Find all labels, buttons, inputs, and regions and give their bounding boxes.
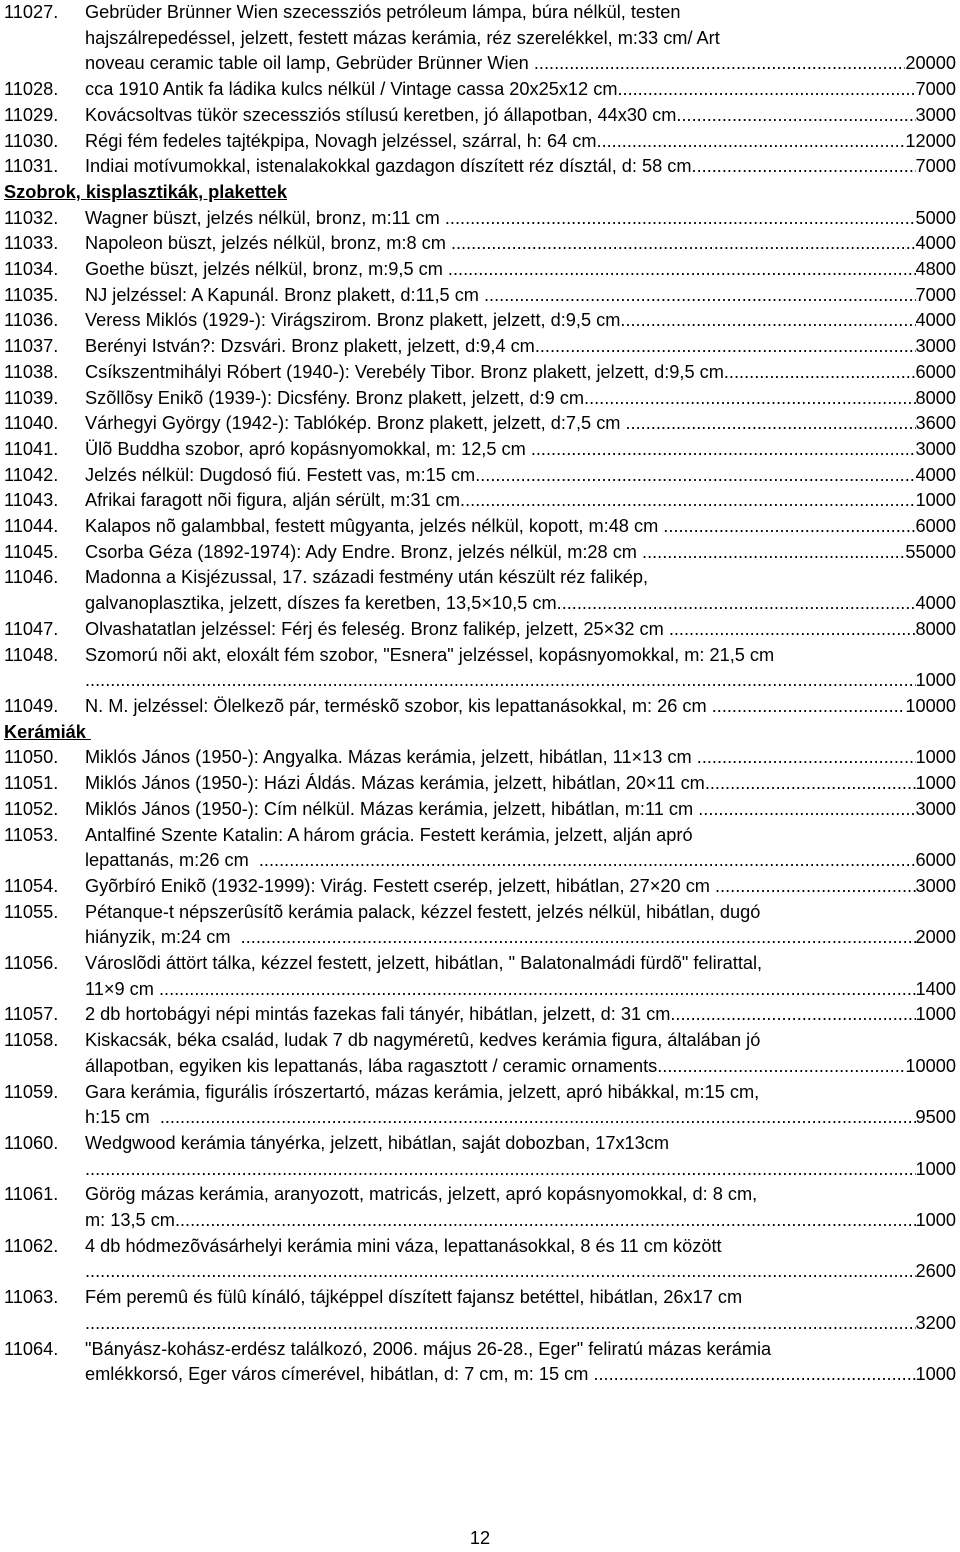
lot-description — [85, 334, 956, 360]
lot-description — [85, 643, 956, 694]
lot-number: 11028. — [4, 79, 59, 100]
dot-leader — [670, 1002, 915, 1028]
description-text: galvanoplasztika, jelzett, díszes fa keretben, 13,5×10,5 cm — [85, 593, 557, 614]
description-text: Wedgwood kerámia tányérka, jelzett, hibátlan, saját dobozban, 17x13cm — [85, 1132, 670, 1153]
description-line — [85, 334, 956, 360]
lot-price: 7000 — [915, 79, 956, 100]
catalog-entry — [4, 283, 956, 309]
dot-leader — [642, 540, 905, 566]
lot-description — [85, 900, 956, 951]
description-line — [85, 1080, 956, 1106]
dot-leader — [597, 129, 906, 155]
catalog-entry — [4, 334, 956, 360]
dot-leader — [448, 257, 916, 283]
description-line — [85, 951, 956, 977]
lot-number: 11050. — [4, 747, 59, 768]
lot-description — [85, 154, 956, 180]
description-text: Olvashatatlan jelzéssel: Férj és feleség. Bronz falikép, jelzett, 25×32 cm — [85, 618, 669, 639]
lot-number: 11047. — [4, 618, 59, 639]
lot-price: 1000 — [915, 1364, 956, 1385]
dot-leader — [535, 334, 916, 360]
dot-leader — [697, 745, 916, 771]
lot-price: 12000 — [905, 130, 956, 151]
catalog-entry — [4, 386, 956, 412]
lot-description — [85, 231, 956, 257]
description-text: Berényi István?: Dzsvári. Bronz plakett, jelzett, d:9,4 cm — [85, 336, 535, 357]
lot-description — [85, 103, 956, 129]
dot-leader — [534, 51, 906, 77]
lot-description — [85, 437, 956, 463]
lot-number: 11055. — [4, 901, 59, 922]
description-text: Madonna a Kisjézussal, 17. századi festmény után készült réz falikép, — [85, 567, 649, 588]
description-line — [85, 257, 956, 283]
lot-price: 3600 — [915, 413, 956, 434]
dot-leader — [85, 1259, 916, 1285]
lot-price: 3000 — [915, 875, 956, 896]
description-text: Jelzés nélkül: Dugdosó fiú. Festett vas, m:15 cm — [85, 464, 476, 485]
catalog-entry — [4, 1285, 956, 1336]
description-line — [85, 694, 956, 720]
lot-description — [85, 745, 956, 771]
description-line — [85, 771, 956, 797]
catalog-entry — [4, 694, 956, 720]
dot-leader — [593, 1362, 915, 1388]
description-text: h:15 cm — [85, 1107, 160, 1128]
lot-description — [85, 1080, 956, 1131]
description-line — [85, 565, 956, 591]
description-text: hajszálrepedéssel, jelzett, festett mázas kerámia, réz szerelékkel, m:33 cm/ Art — [85, 27, 720, 48]
lot-description — [85, 874, 956, 900]
description-line — [85, 925, 956, 951]
description-line — [85, 1182, 956, 1208]
description-line — [85, 283, 956, 309]
catalog-entry — [4, 643, 956, 694]
description-text: Wagner büszt, jelzés nélkül, bronz, m:11 cm — [85, 207, 445, 228]
dot-leader — [657, 1054, 905, 1080]
dot-leader — [445, 206, 916, 232]
dot-leader — [705, 771, 916, 797]
description-line — [85, 231, 956, 257]
lot-description — [85, 129, 956, 155]
description-line — [85, 386, 956, 412]
description-text: Szomorú nõi akt, eloxált fém szobor, "Esnera" jelzéssel, kopásnyomokkal, m: 21,5 cm — [85, 644, 775, 665]
description-line — [85, 1002, 956, 1028]
dot-leader — [531, 437, 916, 463]
description-text: lepattanás, m:26 cm — [85, 850, 259, 871]
lot-number: 11029. — [4, 104, 59, 125]
description-line — [85, 797, 956, 823]
dot-leader — [241, 925, 916, 951]
lot-price: 5000 — [915, 207, 956, 228]
catalog-entry — [4, 77, 956, 103]
lot-price: 1000 — [915, 1210, 956, 1231]
lot-description — [85, 463, 956, 489]
description-line — [85, 900, 956, 926]
description-line — [85, 206, 956, 232]
dot-leader — [626, 411, 916, 437]
lot-description — [85, 1234, 956, 1285]
lot-number: 11059. — [4, 1081, 59, 1102]
description-text: Gyõrbíró Enikõ (1932-1999): Virág. Festett cserép, jelzett, hibátlan, 27×20 cm — [85, 875, 715, 896]
catalog-entry — [4, 308, 956, 334]
description-line — [85, 977, 956, 1003]
description-line — [85, 848, 956, 874]
lot-number: 11038. — [4, 361, 59, 382]
dot-leader — [460, 488, 916, 514]
description-line — [85, 1208, 956, 1234]
description-text: Kalapos nõ galambbal, festett mûgyanta, jelzés nélkül, kopott, m:48 cm — [85, 516, 664, 537]
section-heading: Kerámiák — [4, 721, 91, 742]
description-line — [85, 1285, 956, 1311]
dot-leader — [484, 283, 916, 309]
description-text: noveau ceramic table oil lamp, Gebrüder Brünner Wien — [85, 53, 534, 74]
catalog-entry — [4, 900, 956, 951]
description-text: 4 db hódmezõvásárhelyi kerámia mini váza, lepattanásokkal, 8 és 11 cm között — [85, 1235, 722, 1256]
lot-price: 20000 — [905, 53, 956, 74]
dot-leader — [584, 386, 916, 412]
description-line — [85, 1337, 956, 1363]
lot-number: 11031. — [4, 156, 59, 177]
description-text: Indiai motívumokkal, istenalakokkal gazdagon díszített réz dísztál, d: 58 cm — [85, 156, 692, 177]
lot-price: 7000 — [915, 284, 956, 305]
description-line — [85, 488, 956, 514]
description-text: Városlõdi áttört tálka, kézzel festett, jelzett, hibátlan, " Balatonalmádi fürdõ" felirattal, — [85, 953, 763, 974]
description-line — [85, 643, 956, 669]
lot-number: 11056. — [4, 953, 59, 974]
lot-description — [85, 411, 956, 437]
description-text: 11×9 cm — [85, 978, 159, 999]
description-line — [85, 591, 956, 617]
lot-description — [85, 1285, 956, 1336]
lot-description — [85, 488, 956, 514]
dot-leader — [620, 308, 915, 334]
description-line — [85, 874, 956, 900]
lot-number: 11048. — [4, 644, 59, 665]
lot-price: 1000 — [915, 747, 956, 768]
lot-number: 11053. — [4, 824, 59, 845]
description-text: Goethe büszt, jelzés nélkül, bronz, m:9,5 cm — [85, 259, 448, 280]
lot-number: 11037. — [4, 336, 59, 357]
description-text: Várhegyi György (1942-): Tablókép. Bronz plakett, jelzett, d:7,5 cm — [85, 413, 626, 434]
description-text: Napoleon büszt, jelzés nélkül, bronz, m:8 cm — [85, 233, 451, 254]
catalog-entry — [4, 0, 956, 77]
lot-description — [85, 257, 956, 283]
lot-price: 9500 — [915, 1107, 956, 1128]
lot-price: 1400 — [915, 978, 956, 999]
description-line — [85, 1362, 956, 1388]
catalog-entry — [4, 514, 956, 540]
lot-number: 11034. — [4, 259, 59, 280]
catalog-entry — [4, 103, 956, 129]
catalog-entry — [4, 488, 956, 514]
lot-description — [85, 823, 956, 874]
lot-number: 11040. — [4, 413, 59, 434]
dot-leader — [698, 797, 915, 823]
lot-price: 8000 — [915, 618, 956, 639]
lot-number: 11043. — [4, 490, 59, 511]
catalog-entry — [4, 360, 956, 386]
catalog-entry — [4, 1234, 956, 1285]
description-text: Gebrüder Brünner Wien szecessziós petróleum lámpa, búra nélkül, testen — [85, 2, 681, 22]
lot-number: 11030. — [4, 130, 59, 151]
description-line — [85, 154, 956, 180]
page-number: 12 — [469, 1528, 491, 1548]
description-text: N. M. jelzéssel: Ölelkezõ pár, terméskõ szobor, kis lepattanásokkal, m: 26 cm — [85, 695, 712, 716]
description-line — [85, 514, 956, 540]
description-text: Ülõ Buddha szobor, apró kopásnyomokkal, m: 12,5 cm — [85, 438, 531, 459]
catalog-entry — [4, 771, 956, 797]
dot-leader — [85, 1311, 916, 1337]
dot-leader — [663, 514, 915, 540]
description-text: Görög mázas kerámia, aranyozott, matricás, jelzett, apró kopásnyomokkal, d: 8 cm, — [85, 1184, 758, 1205]
lot-description — [85, 694, 956, 720]
lot-price: 3000 — [915, 104, 956, 125]
catalog-entry — [4, 823, 956, 874]
description-text: cca 1910 Antik fa ládika kulcs nélkül / Vintage cassa 20x25x12 cm — [85, 79, 618, 100]
lot-price: 4000 — [915, 464, 956, 485]
description-line — [85, 463, 956, 489]
description-line — [85, 1311, 956, 1337]
lot-price: 7000 — [915, 156, 956, 177]
description-text: Afrikai faragott nõi figura, alján sérült, m:31 cm — [85, 490, 461, 511]
description-text: Kiskacsák, béka család, ludak 7 db nagyméretû, kedves kerámia figura, általában jó — [85, 1030, 761, 1051]
lot-price: 2600 — [915, 1261, 956, 1282]
description-line — [85, 745, 956, 771]
lot-description — [85, 1337, 956, 1388]
lot-number: 11045. — [4, 541, 59, 562]
lot-price: 10000 — [905, 1055, 956, 1076]
description-line — [85, 26, 956, 52]
lot-number: 11046. — [4, 567, 59, 588]
description-line — [85, 1131, 956, 1157]
lot-price: 1000 — [915, 1004, 956, 1025]
lot-price: 4000 — [915, 310, 956, 331]
lot-description — [85, 1002, 956, 1028]
lot-number: 11062. — [4, 1235, 59, 1256]
catalog-entry — [4, 1131, 956, 1182]
description-text: Miklós János (1950-): Angyalka. Mázas kerámia, jelzett, hibátlan, 11×13 cm — [85, 747, 697, 768]
dot-leader — [617, 77, 915, 103]
description-line — [85, 823, 956, 849]
lot-number: 11054. — [4, 875, 59, 896]
catalog-entry — [4, 206, 956, 232]
catalog-entry — [4, 565, 956, 616]
lot-number: 11044. — [4, 516, 59, 537]
lot-description — [85, 797, 956, 823]
lot-number: 11057. — [4, 1004, 59, 1025]
description-text: "Bányász-kohász-erdész találkozó, 2006. május 26-28., Eger" feliratú mázas kerámia — [85, 1338, 772, 1359]
description-line — [85, 617, 956, 643]
lot-price: 2000 — [915, 927, 956, 948]
catalog-entry — [4, 463, 956, 489]
lot-description — [85, 0, 956, 77]
description-text: Miklós János (1950-): Házi Áldás. Mázas kerámia, jelzett, hibátlan, 20×11 cm — [85, 773, 705, 794]
lot-number: 11033. — [4, 233, 59, 254]
lot-description — [85, 386, 956, 412]
description-line — [85, 51, 956, 77]
catalog-entry — [4, 617, 956, 643]
description-text: emlékkorsó, Eger város címerével, hibátlan, d: 7 cm, m: 15 cm — [85, 1364, 594, 1385]
description-text: Szõllõsy Enikõ (1939-): Dicsfény. Bronz plakett, jelzett, d:9 cm — [85, 387, 585, 408]
description-line — [85, 1259, 956, 1285]
description-line — [85, 1157, 956, 1183]
lot-price: 1000 — [915, 773, 956, 794]
lot-number: 11061. — [4, 1184, 59, 1205]
catalog-entry — [4, 1002, 956, 1028]
lot-description — [85, 1131, 956, 1182]
lot-number: 11060. — [4, 1132, 59, 1153]
lot-price: 6000 — [915, 361, 956, 382]
description-text: hiányzik, m:24 cm — [85, 927, 241, 948]
lot-price: 6000 — [915, 850, 956, 871]
lot-price: 8000 — [915, 387, 956, 408]
lot-description — [85, 360, 956, 386]
description-line — [85, 129, 956, 155]
catalog-page — [4, 0, 956, 1388]
lot-price: 3000 — [915, 798, 956, 819]
lot-price: 6000 — [915, 516, 956, 537]
lot-number: 11036. — [4, 310, 59, 331]
description-text: Gara kerámia, figurális írószertartó, mázas kerámia, jelzett, apró hibákkal, m:15 cm, — [85, 1081, 760, 1102]
dot-leader — [676, 103, 915, 129]
lot-description — [85, 77, 956, 103]
description-text: NJ jelzéssel: A Kapunál. Bronz plakett, d:11,5 cm — [85, 284, 484, 305]
description-line — [85, 0, 956, 26]
lot-description — [85, 1182, 956, 1233]
lot-number: 11052. — [4, 798, 59, 819]
description-line — [85, 308, 956, 334]
lot-price: 55000 — [905, 541, 956, 562]
lot-number: 11058. — [4, 1030, 59, 1051]
dot-leader — [175, 1208, 916, 1234]
lot-number: 11063. — [4, 1287, 59, 1308]
lot-number: 11032. — [4, 207, 59, 228]
description-text: Veress Miklós (1929-): Virágszirom. Bronz plakett, jelzett, d:9,5 cm — [85, 310, 621, 331]
section-heading: Szobrok, kisplasztikák, plakettek — [4, 181, 288, 202]
lot-price: 4000 — [915, 593, 956, 614]
description-text: Fém peremû és fülû kínáló, tájképpel díszített fajansz betéttel, hibátlan, 26x17 cm — [85, 1287, 743, 1308]
description-text: Régi fém fedeles tajtékpipa, Novagh jelzéssel, szárral, h: 64 cm — [85, 130, 597, 151]
lot-price: 1000 — [915, 1158, 956, 1179]
dot-leader — [159, 977, 916, 1003]
lot-number: 11039. — [4, 387, 59, 408]
description-text: Antalfiné Szente Katalin: A három grácia. Festett kerámia, jelzett, alján apró — [85, 824, 693, 845]
lot-price: 10000 — [905, 695, 956, 716]
dot-leader — [259, 848, 916, 874]
description-line — [85, 1054, 956, 1080]
dot-leader — [85, 1157, 916, 1183]
description-text: Pétanque-t népszerûsítõ kerámia palack, kézzel festett, jelzés nélkül, hibátlan, dugó — [85, 901, 761, 922]
catalog-entry — [4, 1080, 956, 1131]
description-line — [85, 668, 956, 694]
lot-number: 11041. — [4, 438, 59, 459]
description-text: m: 13,5 cm — [85, 1210, 175, 1231]
lot-price: 1000 — [915, 670, 956, 691]
catalog-entry — [4, 1182, 956, 1233]
dot-leader — [475, 463, 915, 489]
description-text: Miklós János (1950-): Cím nélkül. Mázas kerámia, jelzett, hibátlan, m:11 cm — [85, 798, 699, 819]
description-line — [85, 77, 956, 103]
description-line — [85, 540, 956, 566]
catalog-entry — [4, 129, 956, 155]
dot-leader — [724, 360, 916, 386]
lot-price: 3200 — [915, 1312, 956, 1333]
lot-number: 11049. — [4, 695, 59, 716]
description-line — [85, 360, 956, 386]
catalog-entry — [4, 540, 956, 566]
catalog-entry — [4, 437, 956, 463]
lot-description — [85, 565, 956, 616]
lot-description — [85, 1028, 956, 1079]
catalog-entry — [4, 154, 956, 180]
catalog-entry — [4, 1337, 956, 1388]
lot-price: 3000 — [915, 438, 956, 459]
lot-description — [85, 206, 956, 232]
lot-description — [85, 514, 956, 540]
description-text: Csíkszentmihályi Róbert (1940-): Verebély Tibor. Bronz plakett, jelzett, d:9,5 cm — [85, 361, 724, 382]
lot-price: 3000 — [915, 336, 956, 357]
catalog-entry — [4, 745, 956, 771]
dot-leader — [451, 231, 916, 257]
catalog-entry — [4, 1028, 956, 1079]
lot-description — [85, 617, 956, 643]
lot-price: 4000 — [915, 233, 956, 254]
description-line — [85, 1105, 956, 1131]
catalog-entry — [4, 231, 956, 257]
description-line — [85, 103, 956, 129]
lot-price: 1000 — [915, 490, 956, 511]
lot-description — [85, 951, 956, 1002]
lot-description — [85, 771, 956, 797]
catalog-entry — [4, 874, 956, 900]
dot-leader — [160, 1105, 916, 1131]
dot-leader — [557, 591, 916, 617]
description-text: Csorba Géza (1892-1974): Ady Endre. Bronz, jelzés nélkül, m:28 cm — [85, 541, 643, 562]
lot-description — [85, 308, 956, 334]
lot-description — [85, 283, 956, 309]
description-text: állapotban, egyiken kis lepattanás, lába ragasztott / ceramic ornaments — [85, 1055, 658, 1076]
description-text: Kovácsoltvas tükör szecessziós stílusú keretben, jó állapotban, 44x30 cm — [85, 104, 677, 125]
lot-description — [85, 540, 956, 566]
dot-leader — [712, 694, 906, 720]
lot-number: 11064. — [4, 1338, 59, 1359]
lot-number: 11051. — [4, 773, 59, 794]
lot-price: 4800 — [915, 259, 956, 280]
catalog-entry — [4, 797, 956, 823]
description-line — [85, 1234, 956, 1260]
dot-leader — [692, 154, 916, 180]
dot-leader — [85, 668, 916, 694]
lot-number: 11035. — [4, 284, 59, 305]
lot-number: 11027. — [4, 2, 59, 22]
dot-leader — [715, 874, 916, 900]
description-line — [85, 1028, 956, 1054]
description-line — [85, 437, 956, 463]
catalog-entry — [4, 411, 956, 437]
description-text: 2 db hortobágyi népi mintás fazekas fali tányér, hibátlan, jelzett, d: 31 cm — [85, 1004, 671, 1025]
description-line — [85, 411, 956, 437]
lot-number: 11042. — [4, 464, 59, 485]
dot-leader — [669, 617, 916, 643]
catalog-entry — [4, 951, 956, 1002]
catalog-entry — [4, 257, 956, 283]
